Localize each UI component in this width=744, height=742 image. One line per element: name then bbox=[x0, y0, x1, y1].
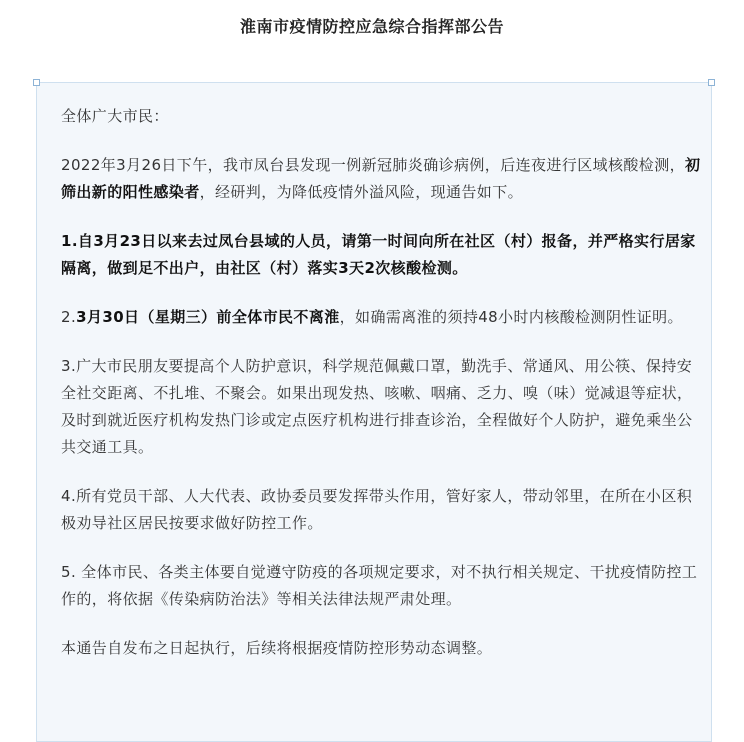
notice-title: 淮南市疫情防控应急综合指挥部公告 bbox=[239, 17, 504, 36]
box-corner-handle bbox=[33, 79, 40, 86]
item-1: 1.自3月23日以来去过凤台县域的人员，请第一时间向所在社区（村）报备，并严格实行居家隔离，做到足不出户，由社区（村）落实3天2次核酸检测。 bbox=[61, 232, 696, 277]
item-2-number: 2. bbox=[61, 308, 77, 326]
intro-text: 2022年3月26日下午，我市凤台县发现一例新冠肺炎确诊病例，后连夜进行区域核酸检测， bbox=[61, 156, 686, 174]
item-3: 3.广大市民朋友要提高个人防护意识，科学规范佩戴口罩，勤洗手、常通风、用公筷、保持安全社交距离、不扎堆、不聚会。如果出现发热、咳嗽、咽痛、乏力、嗅（味）觉减退等症状，及时到就近医疗机构发热门诊或定点医疗机构进行排查诊治，全程做好个人防护，避免乘坐公共交通工具。 bbox=[61, 357, 693, 456]
salutation: 全体广大市民： bbox=[61, 107, 169, 125]
notice-content bbox=[61, 103, 701, 684]
box-corner-handle bbox=[708, 79, 715, 86]
intro-paragraph bbox=[61, 152, 701, 206]
item-2-text: ，如确需离淮的须持48小时内核酸检测阴性证明。 bbox=[339, 308, 683, 326]
closing-paragraph: 本通告自发布之日起执行，后续将根据疫情防控形势动态调整。 bbox=[61, 639, 493, 657]
notice-body-box bbox=[36, 82, 712, 742]
item-5: 5. 全体市民、各类主体要自觉遵守防疫的各项规定要求，对不执行相关规定、干扰疫情防控工作的，将依据《传染病防治法》等相关法律法规严肃处理。 bbox=[61, 563, 698, 608]
intro-emphasis: 初筛出新的阳性感染者 bbox=[61, 156, 701, 201]
item-4: 4.所有党员干部、人大代表、政协委员要发挥带头作用，管好家人，带动邻里，在所在小区积极劝导社区居民按要求做好防控工作。 bbox=[61, 487, 693, 532]
item-2-emphasis: 3月30日（星期三）前全体市民不离淮 bbox=[76, 308, 340, 326]
intro-text-end: ，经研判，为降低疫情外溢风险，现通告如下。 bbox=[199, 183, 524, 201]
item-2 bbox=[61, 304, 701, 331]
